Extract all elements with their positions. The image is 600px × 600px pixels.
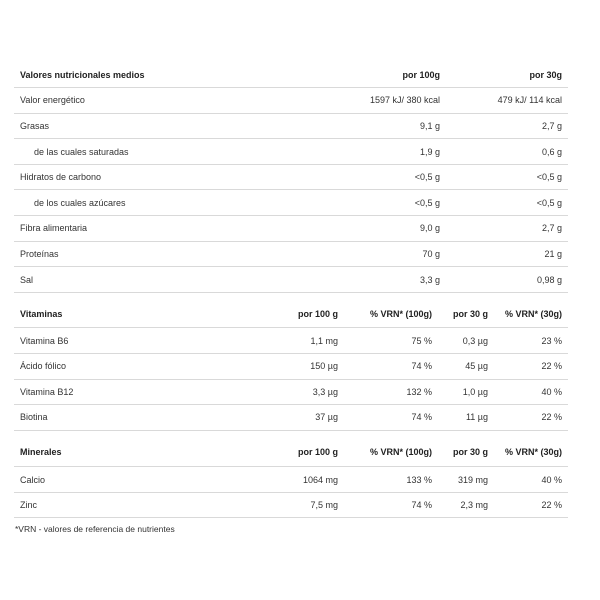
nutrient-name: Vitamina B6: [14, 328, 254, 354]
vrn-30g: 22 %: [496, 405, 568, 431]
vrn-30g: 40 %: [496, 379, 568, 405]
column-header-vrn-100g: % VRN* (100g): [346, 439, 440, 467]
nutrient-name: de las cuales saturadas: [14, 139, 314, 165]
value-per-30g: 2,7 g: [446, 216, 568, 242]
table-row: [14, 492, 568, 518]
column-header-mineral: Minerales: [14, 439, 254, 467]
macronutrients-header-row: [14, 62, 568, 88]
value-per-100g: 1,9 g: [314, 139, 446, 165]
vrn-100g: 132 %: [346, 379, 440, 405]
value-per-100g: 9,0 g: [314, 216, 446, 242]
column-header-per-30g: por 30 g: [440, 439, 496, 467]
value-per-100g: 70 g: [314, 241, 446, 267]
vitamins-header-row: [14, 300, 568, 328]
value-per-30g: 2,3 mg: [440, 492, 496, 518]
column-header-nutrient: Valores nutricionales medios: [14, 62, 314, 88]
column-header-per-100g: por 100 g: [254, 300, 346, 328]
value-per-30g: 479 kJ/ 114 kcal: [446, 88, 568, 114]
value-per-100g: <0,5 g: [314, 190, 446, 216]
vrn-30g: 22 %: [496, 492, 568, 518]
vrn-100g: 75 %: [346, 328, 440, 354]
column-header-vitamin: Vitaminas: [14, 300, 254, 328]
table-row: [14, 405, 568, 431]
table-row: [14, 379, 568, 405]
nutrient-name: Ácido fólico: [14, 353, 254, 379]
value-per-30g: <0,5 g: [446, 190, 568, 216]
value-per-100g: 150 µg: [254, 353, 346, 379]
nutrient-name: Zinc: [14, 492, 254, 518]
minerals-table: [14, 439, 568, 519]
table-row: [14, 353, 568, 379]
vrn-100g: 74 %: [346, 492, 440, 518]
nutrient-name: Grasas: [14, 113, 314, 139]
value-per-30g: 11 µg: [440, 405, 496, 431]
value-per-30g: 45 µg: [440, 353, 496, 379]
vrn-30g: 23 %: [496, 328, 568, 354]
nutrient-name: Fibra alimentaria: [14, 216, 314, 242]
column-header-per-30g: por 30 g: [440, 300, 496, 328]
table-row: [14, 241, 568, 267]
value-per-100g: 7,5 mg: [254, 492, 346, 518]
vrn-30g: 22 %: [496, 353, 568, 379]
nutrient-name: Proteínas: [14, 241, 314, 267]
vrn-100g: 133 %: [346, 467, 440, 493]
table-row: [14, 267, 568, 293]
value-per-100g: 1597 kJ/ 380 kcal: [314, 88, 446, 114]
nutrient-name: Calcio: [14, 467, 254, 493]
table-row: [14, 216, 568, 242]
column-header-per-30g: por 30g: [446, 62, 568, 88]
nutrient-name: Hidratos de carbono: [14, 164, 314, 190]
vrn-30g: 40 %: [496, 467, 568, 493]
value-per-30g: 0,3 µg: [440, 328, 496, 354]
value-per-30g: <0,5 g: [446, 164, 568, 190]
nutrient-name: Biotina: [14, 405, 254, 431]
nutrient-name: Vitamina B12: [14, 379, 254, 405]
value-per-30g: 2,7 g: [446, 113, 568, 139]
column-header-per-100g: por 100 g: [254, 439, 346, 467]
nutrient-name: de los cuales azúcares: [14, 190, 314, 216]
value-per-100g: 37 µg: [254, 405, 346, 431]
nutrition-facts: [14, 62, 568, 534]
value-per-100g: 1,1 mg: [254, 328, 346, 354]
minerals-header-row: [14, 439, 568, 467]
value-per-30g: 0,98 g: [446, 267, 568, 293]
column-header-per-100g: por 100g: [314, 62, 446, 88]
column-header-vrn-30g: % VRN* (30g): [496, 439, 568, 467]
table-row: [14, 467, 568, 493]
table-row: [14, 190, 568, 216]
table-row: [14, 88, 568, 114]
column-header-vrn-100g: % VRN* (100g): [346, 300, 440, 328]
value-per-30g: 1,0 µg: [440, 379, 496, 405]
value-per-100g: 1064 mg: [254, 467, 346, 493]
table-row: [14, 139, 568, 165]
macronutrients-table: [14, 62, 568, 293]
table-row: [14, 113, 568, 139]
footnote: *VRN - valores de referencia de nutrientes: [15, 524, 175, 535]
nutrient-name: Valor energético: [14, 88, 314, 114]
value-per-100g: 3,3 g: [314, 267, 446, 293]
value-per-100g: <0,5 g: [314, 164, 446, 190]
value-per-30g: 21 g: [446, 241, 568, 267]
table-row: [14, 164, 568, 190]
vitamins-table: [14, 300, 568, 431]
value-per-100g: 3,3 µg: [254, 379, 346, 405]
value-per-100g: 9,1 g: [314, 113, 446, 139]
nutrient-name: Sal: [14, 267, 314, 293]
vrn-100g: 74 %: [346, 353, 440, 379]
value-per-30g: 319 mg: [440, 467, 496, 493]
table-row: [14, 328, 568, 354]
value-per-30g: 0,6 g: [446, 139, 568, 165]
vrn-100g: 74 %: [346, 405, 440, 431]
column-header-vrn-30g: % VRN* (30g): [496, 300, 568, 328]
